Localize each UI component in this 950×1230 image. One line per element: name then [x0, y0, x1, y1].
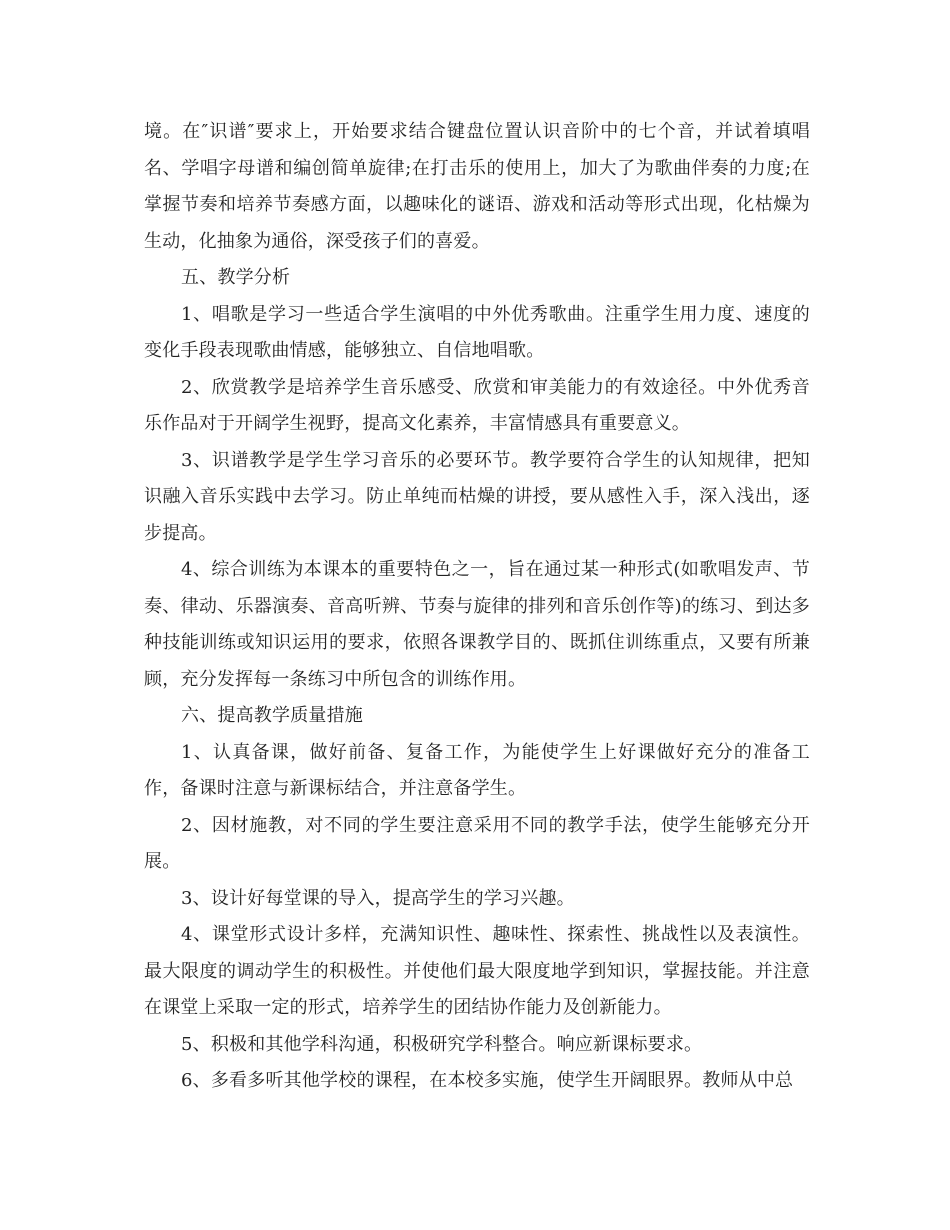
paragraph-comprehensive-training: 4、综合训练为本课本的重要特色之一，旨在通过某一种形式(如歌唱发声、节奏、律动、乐器演奏、音高听辨、节奏与旋律的排列和音乐创作等)的练习、到达多种技能训练或知识运用的要求，依照各课教学目的、既抓住训练重点，又要有所兼顾，充分发挥每一条练习中所包含的训练作用。 [144, 559, 810, 690]
section-heading-teaching-analysis: 五、教学分析 [181, 267, 291, 288]
paragraph-measure-6: 6、多看多听其他学校的课程，在本校多实施，使学生开阔眼界。教师从中总 [181, 1070, 794, 1091]
paragraph-measure-3: 3、设计好每堂课的导入，提高学生的学习兴趣。 [181, 887, 575, 909]
paragraph-measure-4: 4、课堂形式设计多样，充满知识性、趣味性、探索性、挑战性以及表演性。最大限度的调动学生的积极性。并使他们最大限度地学到知识，掌握技能。并注意在课堂上采取一定的形式，培养学生的团结协作能力及创新能力。 [144, 924, 810, 1018]
paragraph-appreciation: 2、欣赏教学是培养学生音乐感受、欣赏和审美能力的有效途径。中外优秀音乐作品对于开阔学生视野，提高文化素养，丰富情感具有重要意义。 [144, 376, 810, 434]
paragraph-measure-5: 5、积极和其他学科沟通，积极研究学科整合。响应新课标要求。 [181, 1033, 703, 1055]
paragraph-measure-2: 2、因材施教，对不同的学生要注意采用不同的教学手法，使学生能够充分开展。 [144, 814, 810, 872]
paragraph-measure-1: 1、认真备课，做好前备、复备工作，为能使学生上好课做好充分的准备工作，备课时注意与新课标结合，并注意备学生。 [144, 741, 810, 799]
paragraph-notation: 3、识谱教学是学生学习音乐的必要环节。教学要符合学生的认知规律，把知识融入音乐实践中去学习。防止单纯而枯燥的讲授，要从感性入手，深入浅出，逐步提高。 [144, 449, 810, 544]
paragraph-singing: 1、唱歌是学习一些适合学生演唱的中外优秀歌曲。注重学生用力度、速度的变化手段表现歌曲情感，能够独立、自信地唱歌。 [144, 303, 810, 361]
section-heading-quality-measures: 六、提高教学质量措施 [181, 705, 363, 726]
document-body [144, 114, 810, 1100]
paragraph-continuation: 境。在″识谱″要求上，开始要求结合键盘位置认识音阶中的七个音，并试着填唱名、学唱字母谱和编创简单旋律;在打击乐的使用上，加大了为歌曲伴奏的力度;在掌握节奏和培养节奏感方面，以趣味化的谜语、游戏和活动等形式出现，化枯燥为生动，化抽象为通俗，深受孩子们的喜爱。 [144, 121, 810, 252]
